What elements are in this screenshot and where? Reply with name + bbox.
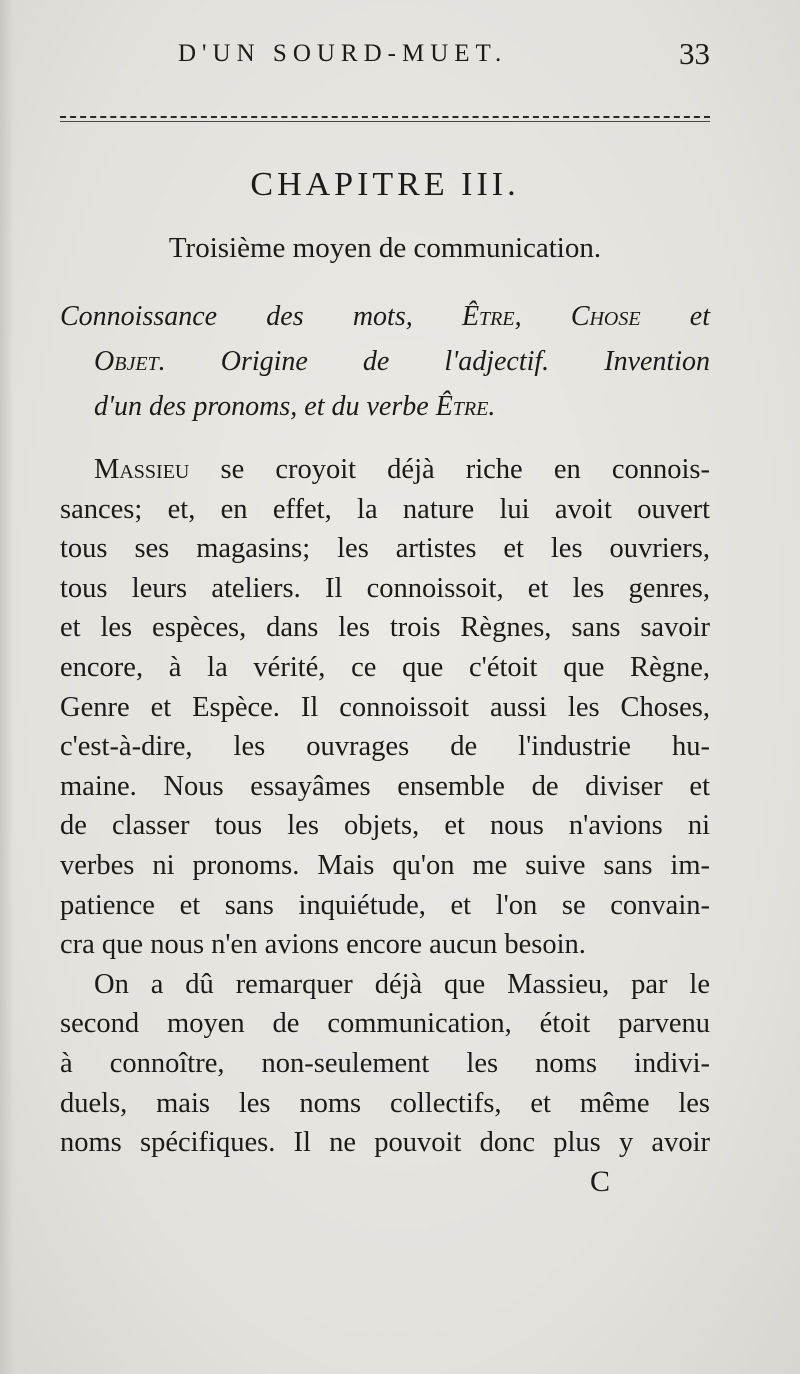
- signature-mark: C: [590, 1165, 611, 1198]
- summary-line-2: [60, 339, 710, 384]
- body-line: second moyen de communication, étoit parvenu: [60, 1008, 710, 1040]
- page-header: [60, 36, 710, 80]
- body-line: et les espèces, dans les trois Règnes, sans savoir: [60, 612, 710, 644]
- body-line: à connoître, non-seulement les noms indivi-: [60, 1047, 710, 1079]
- summary-line-3: [60, 384, 710, 429]
- body-text: [60, 450, 710, 1163]
- page-number: 33: [679, 36, 710, 71]
- summary-text: . Origine de l'adjectif. Invention: [158, 346, 710, 377]
- body-line: patience et sans inquiétude, et l'on se convain-: [60, 889, 710, 921]
- page-fold-shadow: [0, 0, 14, 1374]
- body-line: tous ses magasins; les artistes et les ouvriers,: [60, 533, 710, 565]
- summary-text: Connoissance des mots,: [60, 301, 462, 332]
- body-line: sances; et, en effet, la nature lui avoit ouvert: [60, 493, 710, 525]
- header-rule: [60, 116, 710, 118]
- header-rule-underline: [60, 121, 710, 122]
- body-line: noms spécifiques. Il ne pouvoit donc plus y avoir: [60, 1127, 710, 1159]
- summary-text: d'un des pronoms, et du verbe: [94, 391, 436, 422]
- summary-text: .: [488, 391, 496, 422]
- body-line: On a dû remarquer déjà que Massieu, par le: [94, 968, 710, 1000]
- body-line: tous leurs ateliers. Il connoissoit, et les genres,: [60, 572, 710, 604]
- summary-term-etre: Être: [461, 301, 515, 332]
- body-line: maine. Nous essayâmes ensemble de diviser et: [60, 770, 710, 802]
- body-line: encore, à la vérité, ce que c'étoit que Règne,: [60, 651, 710, 683]
- running-head: D'UN SOURD-MUET.: [178, 40, 508, 67]
- summary-term-objet: Objet: [94, 346, 159, 377]
- chapter-subtitle: Troisième moyen de communication.: [168, 232, 602, 264]
- body-line: verbes ni pronoms. Mais qu'on me suive sans im-: [60, 849, 710, 881]
- summary-term-etre: Être: [435, 391, 489, 422]
- body-line: Genre et Espèce. Il connoissoit aussi les Choses,: [60, 691, 710, 723]
- summary-text: ,: [514, 301, 571, 332]
- body-line: de classer tous les objets, et nous n'avions ni: [60, 810, 710, 842]
- name-massieu: Massieu: [94, 454, 190, 485]
- chapter-title: CHAPITRE III.: [250, 166, 520, 203]
- body-line: Massieu se croyoit déjà riche en connois-: [94, 454, 710, 485]
- chapter-summary: [60, 294, 710, 429]
- summary-term-chose: Chose: [570, 301, 641, 332]
- body-line: c'est-à-dire, les ouvrages de l'industrie hu-: [60, 731, 710, 763]
- body-line: duels, mais les noms collectifs, et même les: [60, 1087, 710, 1119]
- summary-text: et: [640, 301, 711, 332]
- body-line: cra que nous n'en avions encore aucun besoin.: [60, 929, 586, 961]
- summary-line-1: [60, 294, 710, 339]
